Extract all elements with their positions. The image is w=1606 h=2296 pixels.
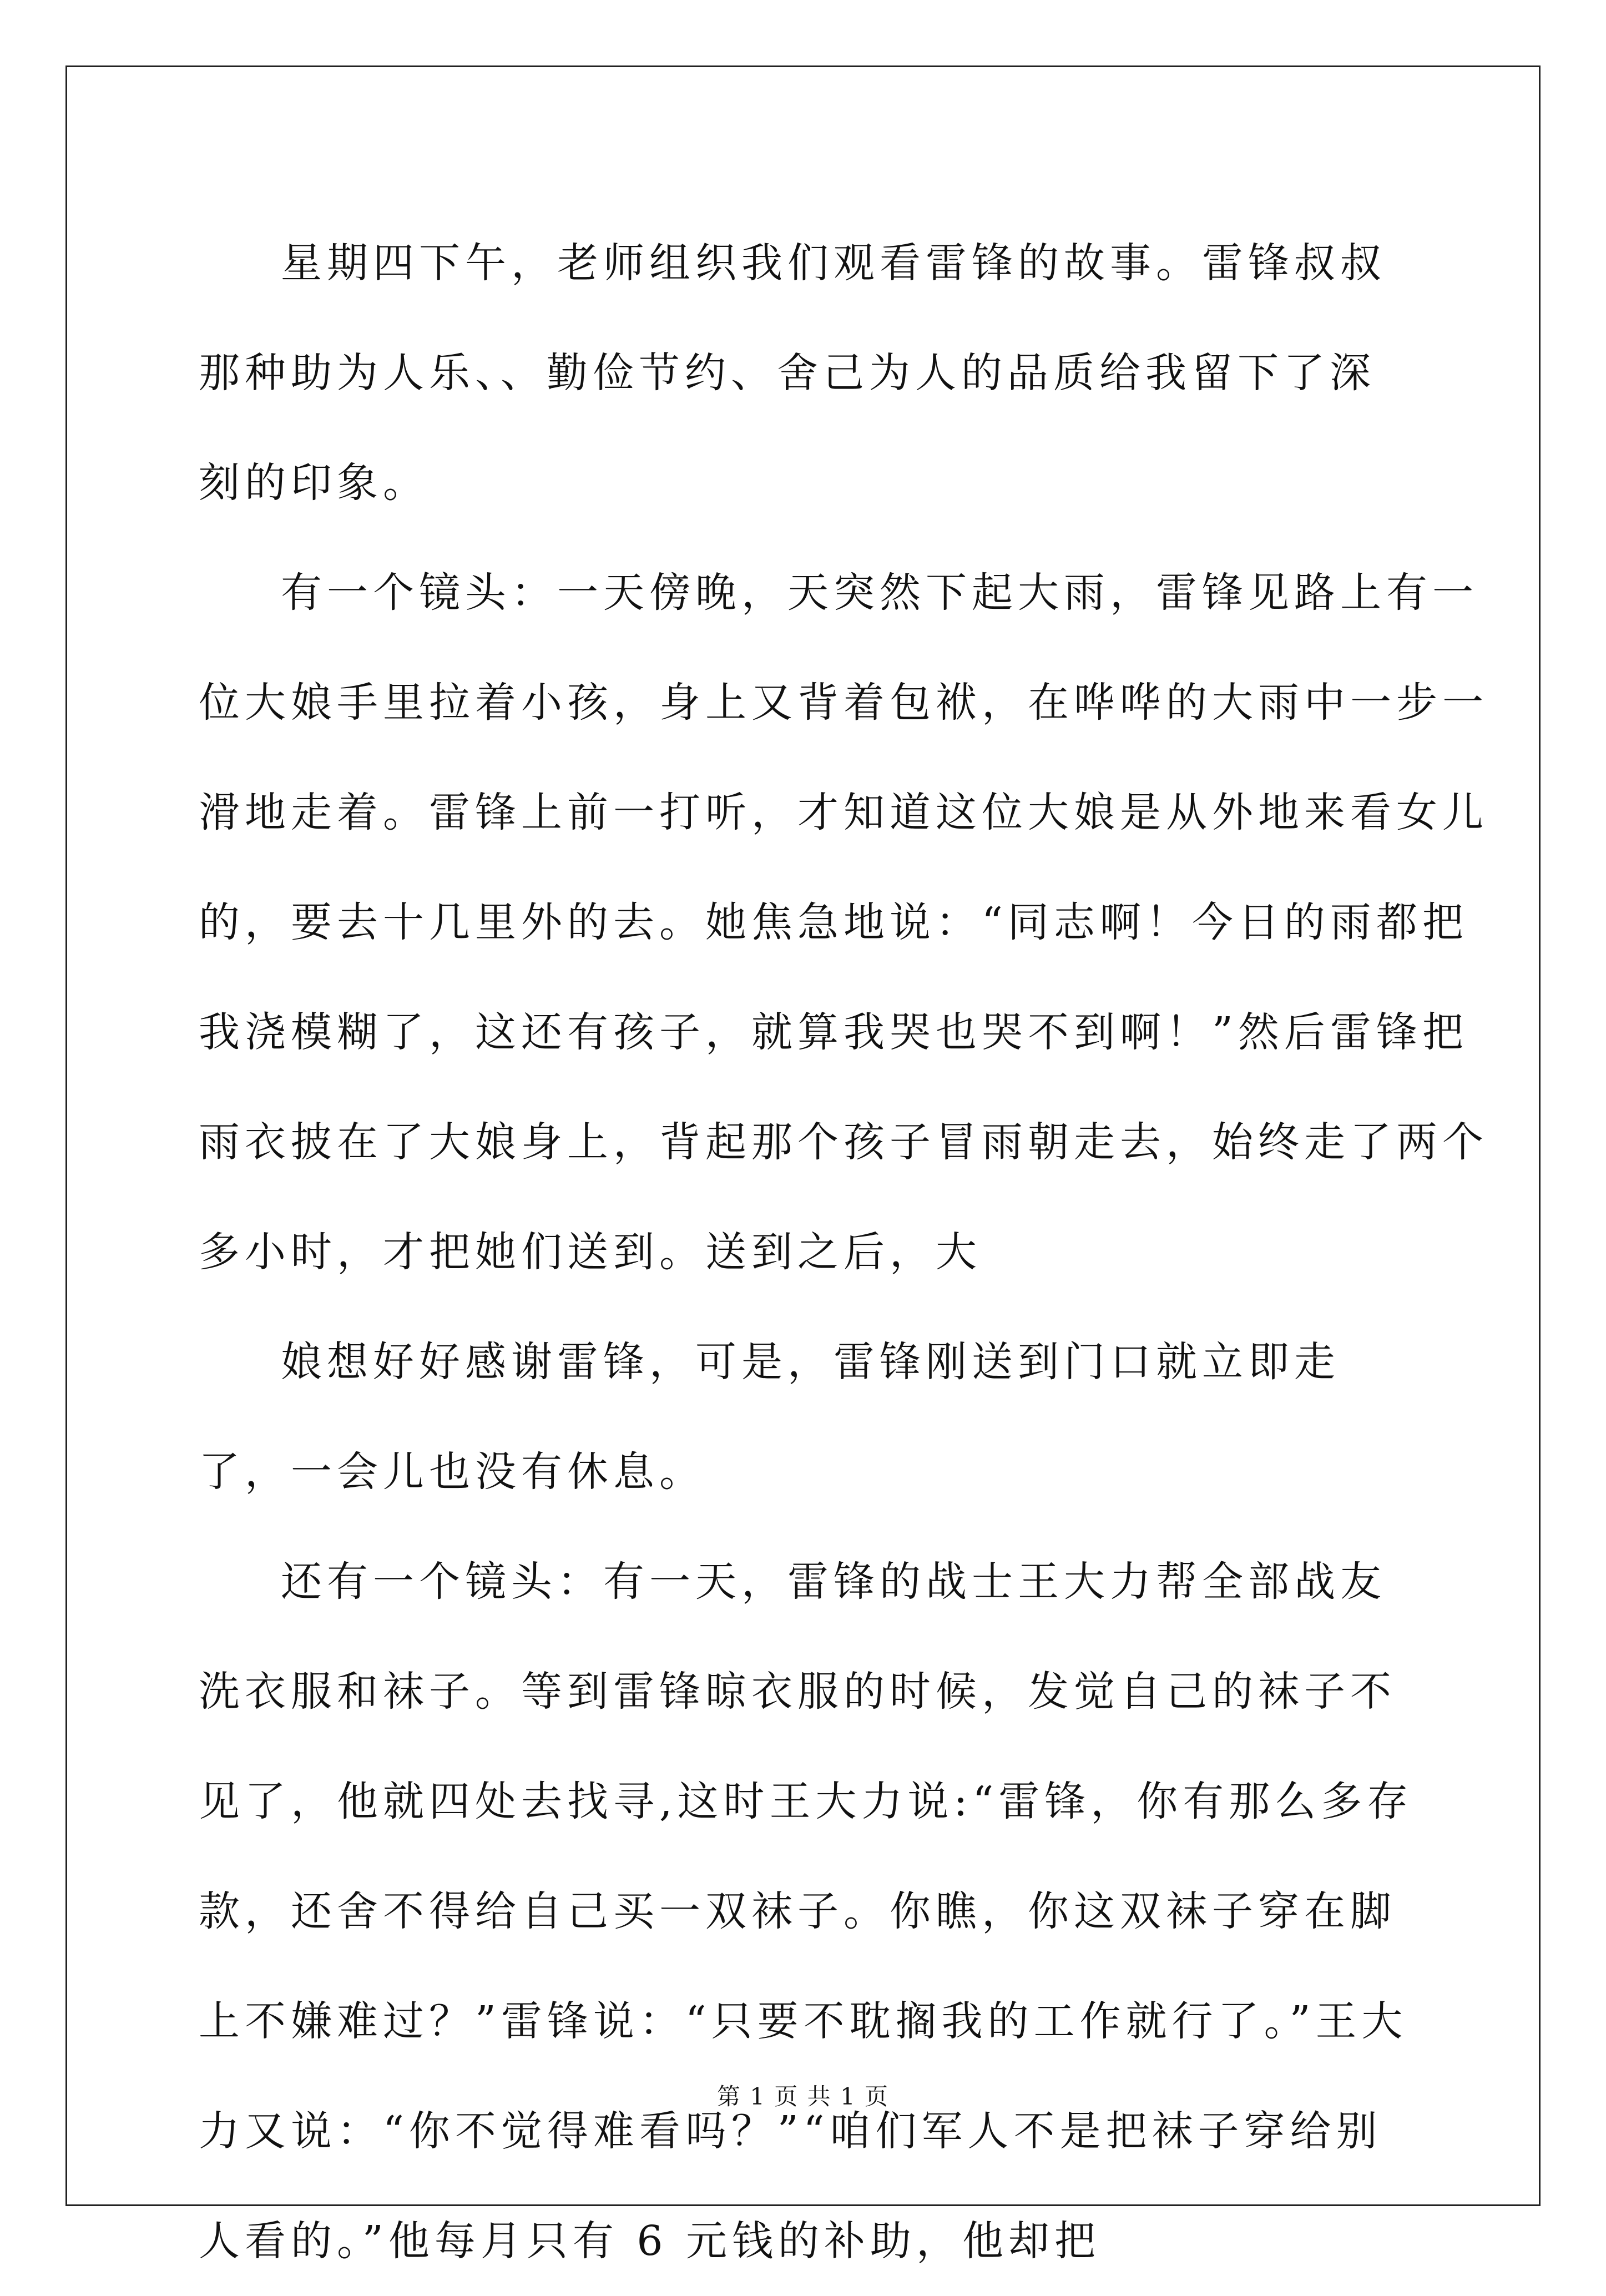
- paragraph-3: 娘想好好感谢雷锋，可是，雷锋刚送到门口就立即走了，一会儿也没有休息。: [199, 1338, 1340, 1496]
- document-body: [199, 208, 1488, 2296]
- paragraph-1: 星期四下午，老师组织我们观看雷锋的故事。雷锋叔叔那种助为人乐、、勤俭节约、舍己为人的品质给我留下了深刻的印象。: [199, 239, 1386, 507]
- paragraph-2: 有一个镜头：一天傍晚，天突然下起大雨，雷锋见路上有一位大娘手里拉着小孩，身上又背着包袱，在哗哗的大雨中一步一滑地走着。雷锋上前一打听，才知道这位大娘是从外地来看女儿的，要去十几里外的去。她焦急地说：“同志啊！今日的雨都把我浇模糊了，这还有孩子，就算我哭也哭不到啊！”然后雷锋把雨衣披在了大娘身上，背起那个孩子冒雨朝走去，始终走了两个多小时，才把她们送到。送到之后，大: [199, 569, 1488, 1276]
- paragraph-4: 还有一个镜头：有一天，雷锋的战士王大力帮全部战友洗衣服和袜子。等到雷锋晾衣服的时候，发觉自己的袜子不见了，他就四处去找寻,这时王大力说:“雷锋，你有那么多存款，还舍不得给自己买一双袜子。你瞧，你这双袜子穿在脚上不嫌难过？”雷锋说：“只要不耽搁我的工作就行了。”王大力又说：“你不觉得难看吗？”“咱们军人不是把袜子穿给别人看的。”他每月只有 6 元钱的补助，他却把: [199, 1558, 1413, 2265]
- page-footer: 第 1 页 共 1 页: [716, 2083, 890, 2110]
